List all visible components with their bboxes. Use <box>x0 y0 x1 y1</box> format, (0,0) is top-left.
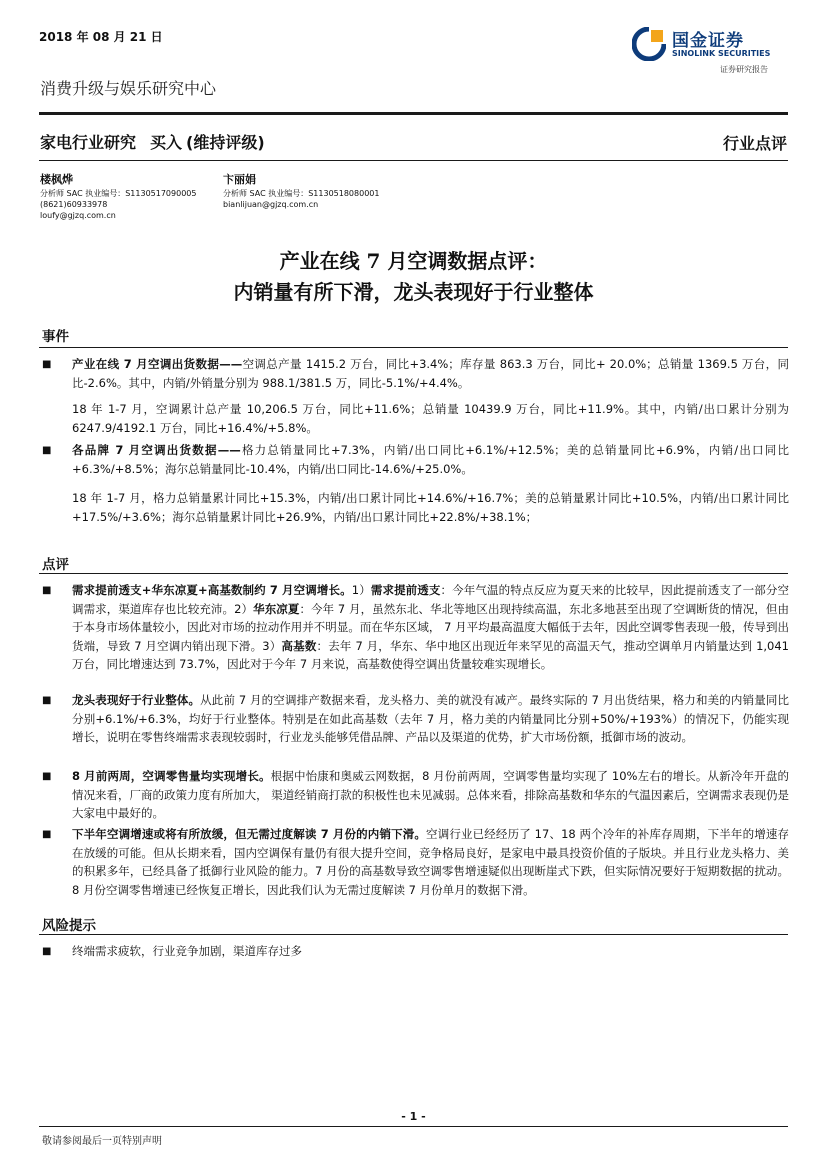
analyst-email[interactable]: loufy@gjzq.com.cn <box>40 211 116 220</box>
risk-divider <box>39 934 788 935</box>
comment-text: ：今年 7 月，虽然东北、华北等地区出现持续高温，东北多地甚至出现了空调断货的情况，但由于本身市场体量较小，因此对市场的拉动作用并不明显。而在华东区域， 7 月平均最高温度大幅低于去年，因此空调零售表现一般，传导到出货端，导致 7 月空调内销出现下滑。3） <box>72 601 789 653</box>
comment-3 <box>72 767 789 823</box>
analyst-email[interactable]: bianlijuan@gjzq.com.cn <box>223 200 319 209</box>
event-text: 格力总销量同比+7.3%，内销/出口同比+6.1%/+12.5%；美的总销量同比+6.9%，内销/出口同比+6.3%/+8.5%；海尔总销量同比-10.4%，内销/出口同比-14.6%/+25.0%。 <box>72 443 789 476</box>
analyst-cert: 分析师 SAC 执业编号：S1130518080001 <box>223 189 380 198</box>
analyst-name: 楼枫烨 <box>40 173 73 186</box>
events-heading: 事件 <box>42 329 69 345</box>
research-center: 消费升级与娱乐研究中心 <box>40 79 217 98</box>
comment-lead: 下半年空调增速或将有所放缓，但无需过度解读 7 月份的内销下滑。 <box>72 827 427 841</box>
comment-text: 根据中怡康和奥威云网数据，8 月份前两周，空调零售量均实现了 10%左右的增长。从新冷年开盘的情况来看，厂商的政策力度有所加大， 渠道经销商打款的积极性也未见减弱。总体来看，排除高基数和华东的气温因素后，空调需求表现仍是大家电中最好的。 <box>72 769 789 820</box>
bullet-icon: ■ <box>42 771 52 782</box>
bullet-icon: ■ <box>42 445 52 456</box>
comment-text: 1） <box>351 583 371 597</box>
comment-lead: 需求提前透支+华东凉夏+高基数制约 7 月空调增长。 <box>72 583 352 597</box>
comment-text: 空调行业已经经历了 17、18 两个冷年的补库存周期，下半年的增速存在放缓的可能。但从长期来看，国内空调保有量仍有很大提升空间，竞争格局良好，是家电中最具投资价值的子版块。并且行业龙头格力、美的积累多年，已经具备了抵御行业风险的能力。7 月份的高基数导致空调零售增速疑似出现断崖式下跌，但实际情况要好于短期数据的扰动。8 月份空调零售增速已经恢复正增长，因此我们认为无需过度解读 7 月份单月的数据下滑。 <box>72 827 790 897</box>
report-type: 行业点评 <box>722 134 787 153</box>
bullet-icon: ■ <box>42 829 52 840</box>
analyst-1 <box>40 172 196 221</box>
rating-line <box>40 130 279 153</box>
comment-text: 从此前 7 月的空调排产数据来看，龙头格力、美的就没有减产。最终实际的 7 月出货结果，格力和美的内销量同比分别+6.1%/+6.3%，均好于行业整体。特别是在如此高基数（去年 7 月，格力美的内销量同比分别+50%/+193%）的情况下，仍能实现增长，说明在零售终端需求表现较弱时，行业龙头能够凭借品牌、产品以及渠道的优势，扩大市场份额，抵御市场的波动。 <box>72 693 789 744</box>
event-1 <box>72 355 789 392</box>
footer-divider <box>39 1126 788 1127</box>
comment-subhead: 高基数 <box>281 638 317 653</box>
page-number: - 1 - <box>401 1110 426 1123</box>
industry-label: 家电行业研究 <box>40 133 137 152</box>
bullet-icon: ■ <box>42 946 52 957</box>
comment-4 <box>72 825 789 899</box>
bullet-icon: ■ <box>42 585 52 596</box>
bullet-icon: ■ <box>42 695 52 706</box>
event-lead: 产业在线 7 月空调出货数据—— <box>72 357 243 371</box>
rating-divider <box>39 160 788 161</box>
rating-action: 买入 <box>150 133 183 152</box>
analyst-phone: (8621)60933978 <box>40 200 108 209</box>
header-divider <box>39 112 788 115</box>
report-title-line2: 内销量有所下滑，龙头表现好于行业整体 <box>233 280 594 304</box>
comments-divider <box>39 573 788 574</box>
event-1-cumulative: 18 年 1-7 月，空调累计总产量 10,206.5 万台，同比+11.6%；总销量 10439.9 万台，同比+11.9%。其中，内销/出口累计分别为 6247.9/4192.1 万台，同比+16.4%/+5.8%。 <box>72 402 789 435</box>
risk-text: 终端需求疲软，行业竞争加剧，渠道库存过多 <box>72 944 302 958</box>
event-lead: 各品牌 7 月空调出货数据—— <box>72 443 241 457</box>
event-2 <box>72 441 789 478</box>
event-2-cumulative: 18 年 1-7 月，格力总销量累计同比+15.3%，内销/出口累计同比+14.6%/+16.7%；美的总销量累计同比+10.5%，内销/出口累计同比+17.5%/+3.6%；海尔总销量累计同比+26.9%，内销/出口累计同比+22.8%/+38.1%； <box>72 491 789 524</box>
comment-text: ：今年气温的特点反应为夏天来的比较早，因此提前透支了一部分空调需求，渠道库存也比较充沛。2） <box>72 583 790 616</box>
events-divider <box>39 347 788 348</box>
comment-subhead: 华东凉夏 <box>253 601 300 616</box>
rating-status: (维持评级) <box>186 133 265 152</box>
comment-lead: 8 月前两周，空调零售量均实现增长。 <box>72 769 271 783</box>
logo-text-cn: 国金证券 <box>672 31 744 51</box>
analyst-name: 卞丽娟 <box>223 173 256 186</box>
comments-heading: 点评 <box>42 557 69 573</box>
disclaimer-note: 敬请参阅最后一页特别声明 <box>42 1136 162 1147</box>
comment-subhead: 需求提前透支 <box>370 583 441 597</box>
comment-lead: 龙头表现好于行业整体。 <box>72 693 201 707</box>
analyst-cert: 分析师 SAC 执业编号：S1130517090005 <box>40 189 197 198</box>
risk-heading: 风险提示 <box>42 918 96 934</box>
report-date: 2018 年 08 月 21 日 <box>39 30 163 44</box>
sinolink-logo-icon <box>632 27 666 61</box>
comment-text: ：去年 7 月，华东、华中地区出现近年来罕见的高温天气，推动空调单月内销量达到 1,041 万台，同比增速达到 73.7%，因此对于今年 7 月来说，高基数使得空调出货量较难实现增长。 <box>72 638 790 671</box>
report-category: 证券研究报告 <box>720 65 768 74</box>
report-title-line1: 产业在线 7 月空调数据点评： <box>279 249 548 273</box>
logo-text-en: SINOLINK SECURITIES <box>672 49 771 58</box>
analyst-2 <box>223 172 379 210</box>
comment-2 <box>72 691 789 747</box>
event-text: 空调总产量 1415.2 万台，同比+3.4%；库存量 863.3 万台，同比+ 20.0%；总销量 1369.5 万台，同比-2.6%。其中，内销/外销量分别为 988.1/381.5 万，同比-5.1%/+4.4%。 <box>72 357 789 390</box>
bullet-icon: ■ <box>42 359 52 370</box>
comment-1 <box>72 581 789 674</box>
